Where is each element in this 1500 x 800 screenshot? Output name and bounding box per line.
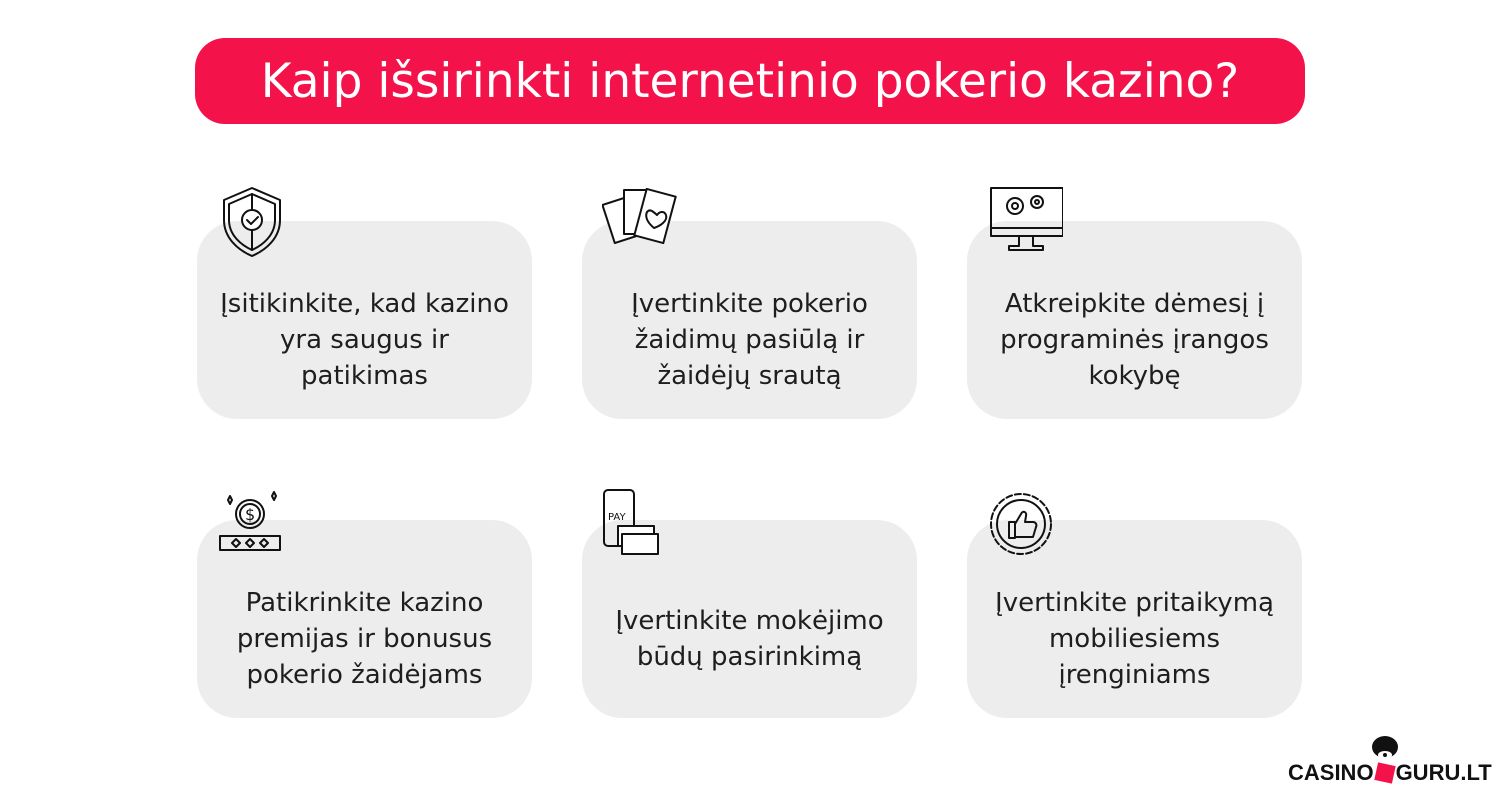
mobile-pay-icon	[600, 486, 676, 562]
bonus-coin-icon	[214, 486, 290, 562]
thumbs-up-badge-icon	[985, 486, 1061, 562]
dice-icon	[1374, 762, 1395, 783]
tip-text: Įvertinkite mokėjimo būdų pasirinkimą	[615, 606, 884, 672]
tip-text: Įvertinkite pritaikymą mobiliesiems įrenginiams	[995, 588, 1274, 690]
tip-text: Atkreipkite dėmesį į programinės įrangos kokybę	[1000, 289, 1269, 391]
svg-text:PAY: PAY	[608, 512, 626, 523]
monitor-gears-icon	[987, 184, 1063, 260]
page-title: Kaip išsirinkti internetinio pokerio kazino?	[195, 38, 1305, 124]
tip-text: Patikrinkite kazino premijas ir bonusus pokerio žaidėjams	[236, 588, 493, 690]
playing-cards-icon	[602, 184, 678, 260]
tip-text: Įvertinkite pokerio žaidimų pasiūlą ir žaidėjų srautą	[631, 289, 868, 391]
casino-guru-logo	[1288, 735, 1492, 790]
logo-text-casino: CASINO	[1288, 760, 1374, 785]
logo-text-guru: GURU.LT	[1395, 760, 1492, 785]
svg-text:$: $	[245, 505, 256, 524]
shield-check-icon	[214, 184, 290, 260]
tip-text: Įsitikinkite, kad kazino yra saugus ir patikimas	[220, 289, 509, 391]
